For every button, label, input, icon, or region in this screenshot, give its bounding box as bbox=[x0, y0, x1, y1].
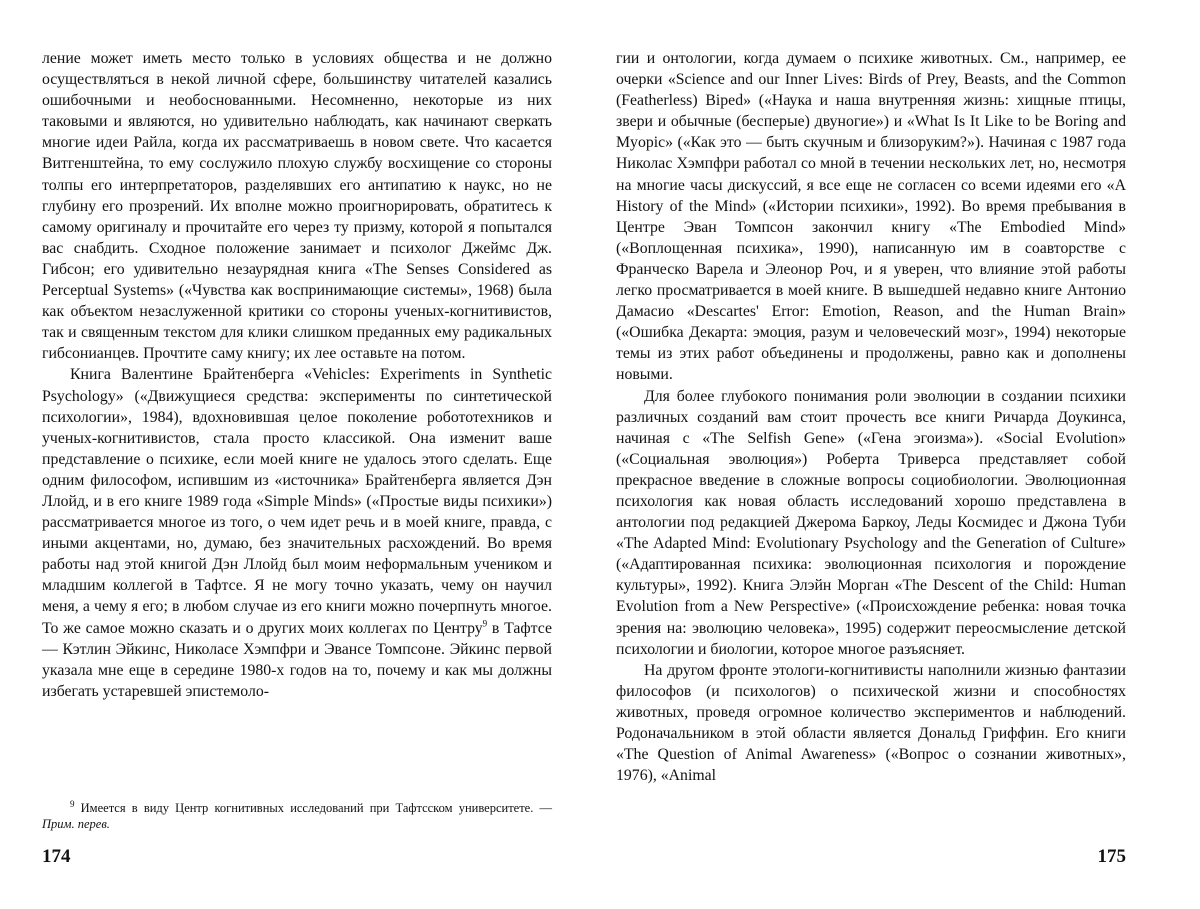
right-page bbox=[616, 0, 1126, 909]
paragraph-text: в Тафтсе — Кэтлин Эйкинс, Николасе Хэмпфри и Эвансе Томпсоне. Эйкинс первой указала мне еще в середине 1980-х годов на то, почему и как мы должны избегать устаревшей эпистемоло- bbox=[42, 619, 552, 700]
left-page-body bbox=[42, 48, 552, 702]
footnote bbox=[42, 800, 552, 832]
footnote-attribution: Прим. перев. bbox=[42, 817, 110, 831]
footnote-number: 9 bbox=[70, 798, 75, 809]
paragraph: гии и онтологии, когда думаем о психике животных. См., например, ее очерки «Science and our Inner Lives: Birds of Prey, Beasts, and the Common (Featherless) Biped» («Наука и наша внутренняя жизнь: хищные птицы, звери и обычные (бесперые) двуногие») и «What Is It Like to be Boring and Myopic» («Как это — быть скучным и близоруким?»). Начиная с 1987 года Николас Хэмпфри работал со мной в течении нескольких лет, но, несмотря на многие часы дискуссий, я все еще не согласен со всеми идеями его «A History of the Mind» («Истории психики», 1992). Во время пребывания в Центре Эван Томпсон закончил книгу «The Embodied Mind» («Воплощенная психика», 1990), написанную им в соавторстве с Франческо Варела и Элеонор Роч, и я уверен, что влияние этой работы легко просматривается в моей книге. В вышедшей недавно книге Антонио Дамасио «Descartes' Error: Emotion, Reason, and the Human Brain» («Ошибка Декарта: эмоция, разум и человеческий мозг», 1994) некоторые темы из этих работ объединены и продолжены, равно как и дополнены новыми. bbox=[616, 50, 1126, 384]
page-number: 174 bbox=[42, 846, 71, 867]
paragraph: ление может иметь место только в условиях общества и не должно осуществляться в некой личной сфере, большинству читателей казались ошибочными и необоснованными. Несомненно, некоторые из них таковыми и являются, но удивительно наблюдать, как начинают сверкать многие идеи Райла, когда их рассматриваешь в новом свете. Что касается Витгенштейна, то ему сослужило плохую службу восхищение со стороны толпы его интерпретаторов, разделявших его антипатию к наукс, но не глубину его прозрений. Их вполне можно проигнорировать, обратитесь к самому оригиналу и прочитайте его через ту призму, которой я попытался вас снабдить. Сходное положение занимает и психолог Джеймс Дж. Гибсон; его удивительно незаурядная книга «The Senses Considered as Perceptual Systems» («Чувства как воспринимающие системы», 1968) была как объектом незаслуженной критики со стороны ученых-когнитивистов, так и священным текстом для клики слишком преданных ему радикальных гибсонианцев. Прочтите саму книгу; их лее оставьте на потом. bbox=[42, 50, 552, 363]
paragraph-text: Книга Валентине Брайтенберга «Vehicles: Experiments in Synthetic Psychology» («Движущиеся средства: эксперименты по синтетической психологии», 1984), вдохновившая целое поколение робототехников и ученых-когнитивистов, стала просто классикой. Она изменит ваше представление о психике, если моей книге не удалось этого сделать. Еще одним философом, испившим из «источника» Брайтенберга является Дэн Ллойд, и в его книге 1989 года «Simple Minds» («Простые виды психики») рассматривается многое из того, о чем идет речь и в моей книге, правда, с иными акцентами, но, думаю, без значительных расхождений. Во время работы над этой книгой Дэн Ллойд был моим неформальным учеником и младшим коллегой в Тафтсе. Я не могу точно указать, чему он научил меня, а чему я его; в любом случае из его книги можно почерпнуть многое. То же самое можно сказать и о других моих коллегах по Центру bbox=[42, 366, 552, 637]
paragraph: На другом фронте этологи-когнитивисты наполнили жизнью фантазии философов (и психологов) о психической жизни и способностях животных, проведя огромное количество экспериментов и наблюдений. Родоначальником в этой области является Дональд Гриффин. Его книги «The Question of Animal Awareness» («Вопрос о сознании животных», 1976), «Animal bbox=[616, 661, 1126, 785]
footnote-marker: 9 bbox=[482, 618, 488, 629]
paragraph bbox=[42, 364, 552, 702]
right-page-body bbox=[616, 48, 1126, 786]
left-page bbox=[42, 0, 552, 909]
footnote-paragraph bbox=[42, 800, 552, 832]
paragraph: Для более глубокого понимания роли эволюции в создании психики различных созданий вам стоит прочесть все книги Ричарда Доукинса, начиная с «The Selfish Gene» («Гена эгоизма»). «Social Evolution» («Социальная эволюция») Роберта Триверса представляет собой прекрасное введение в сложные вопросы социобиологии. Эволюционная психология как новая область исследований хорошо представлена в антологии под редакцией Джерома Баркоу, Леды Космидес и Джона Туби «The Adapted Mind: Evolutionary Psychology and the Generation of Culture» («Адаптированная психика: эволюционная психология и порождение культуры», 1992). Книга Элэйн Морган «The Descent of the Child: Human Evolution from a New Perspective» («Происхождение ребенка: новая точка зрения на: эволюцию человека», 1995) содержит переосмысление детской психологии и биологии, которое многое разъясняет. bbox=[616, 387, 1126, 658]
footnote-text: Имеется в виду Центр когнитивных исследований при Тафтсском университете. — bbox=[80, 801, 552, 815]
page-number: 175 bbox=[1097, 846, 1126, 867]
